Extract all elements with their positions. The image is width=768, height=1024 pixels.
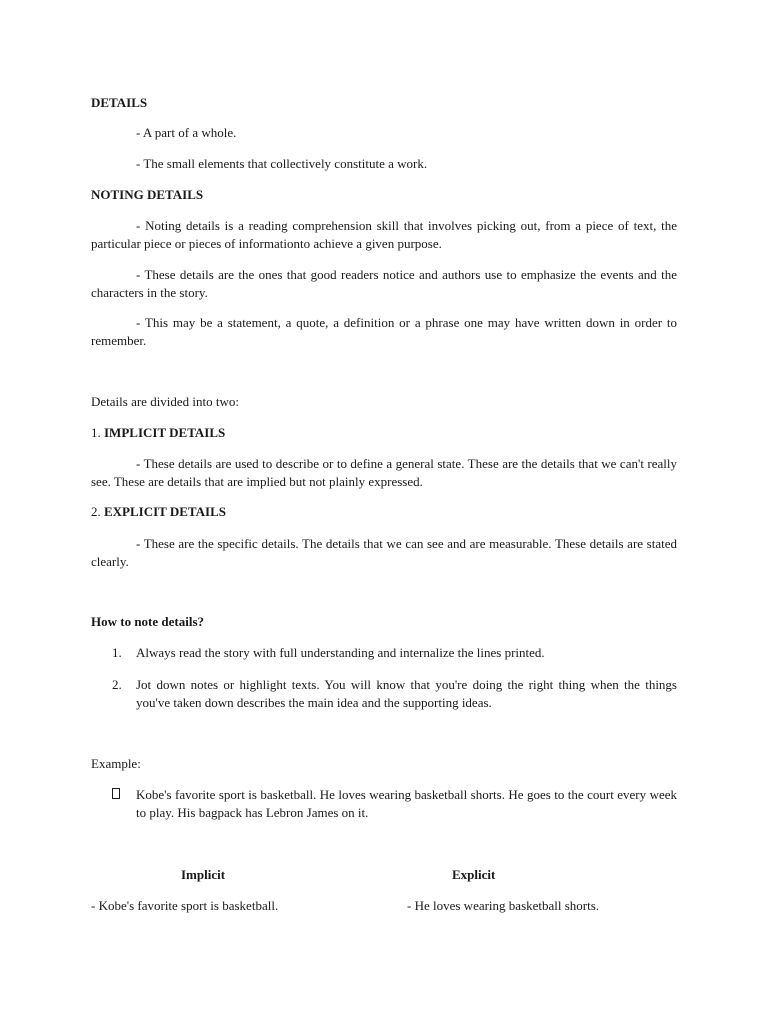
- noting-details-paragraph: - These details are the ones that good readers notice and authors use to emphasize the events and the characters in the story.: [91, 267, 677, 300]
- explicit-example-item: - He loves wearing basketball shorts.: [407, 898, 600, 913]
- list-item-number: 2.: [112, 677, 122, 692]
- explicit-heading: [91, 503, 226, 520]
- explicit-column-header: Explicit: [452, 867, 496, 882]
- example-bullet-item: [112, 786, 677, 821]
- explicit-title: EXPLICIT DETAILS: [104, 504, 226, 519]
- example-label: Example:: [91, 756, 141, 771]
- noting-details-paragraph: - This may be a statement, a quote, a definition or a phrase one may have written down in order to remember.: [91, 315, 677, 348]
- noting-details-heading: NOTING DETAILS: [91, 187, 204, 202]
- list-item-text: Jot down notes or highlight texts. You will know that you're doing the right thing when the things you've taken down describes the main idea and the supporting ideas.: [136, 677, 677, 710]
- how-to-heading: How to note details?: [91, 614, 205, 629]
- bullet-box-icon: [112, 788, 120, 799]
- implicit-column-header: Implicit: [181, 867, 226, 882]
- list-item-text: Always read the story with full understanding and internalize the lines printed.: [136, 645, 545, 660]
- implicit-title: IMPLICIT DETAILS: [104, 425, 226, 440]
- divided-intro-text: Details are divided into two:: [91, 394, 240, 409]
- details-heading: DETAILS: [91, 95, 148, 110]
- implicit-paragraph: - These details are used to describe or to define a general state. These are the details that we can't really see. These are details that are implied but not plainly expressed.: [91, 456, 677, 489]
- explicit-number: 2.: [91, 504, 104, 519]
- example-text: Kobe's favorite sport is basketball. He loves wearing basketball shorts. He goes to the court every week to play. His bagpack has Lebron James on it.: [136, 787, 677, 820]
- implicit-example-item: - Kobe's favorite sport is basketball.: [91, 898, 279, 913]
- implicit-heading: [91, 424, 225, 441]
- implicit-number: 1.: [91, 425, 104, 440]
- noting-details-paragraph: - Noting details is a reading comprehension skill that involves picking out, from a piece of text, the particular piece or pieces of informationto achieve a given purpose.: [91, 218, 677, 251]
- list-item: [112, 676, 677, 711]
- list-item: [112, 644, 677, 662]
- details-item: - A part of a whole.: [136, 125, 237, 140]
- list-item-number: 1.: [112, 645, 122, 660]
- explicit-paragraph: - These are the specific details. The details that we can see and are measurable. These details are stated clearly.: [91, 536, 677, 569]
- details-item: - The small elements that collectively constitute a work.: [136, 156, 428, 171]
